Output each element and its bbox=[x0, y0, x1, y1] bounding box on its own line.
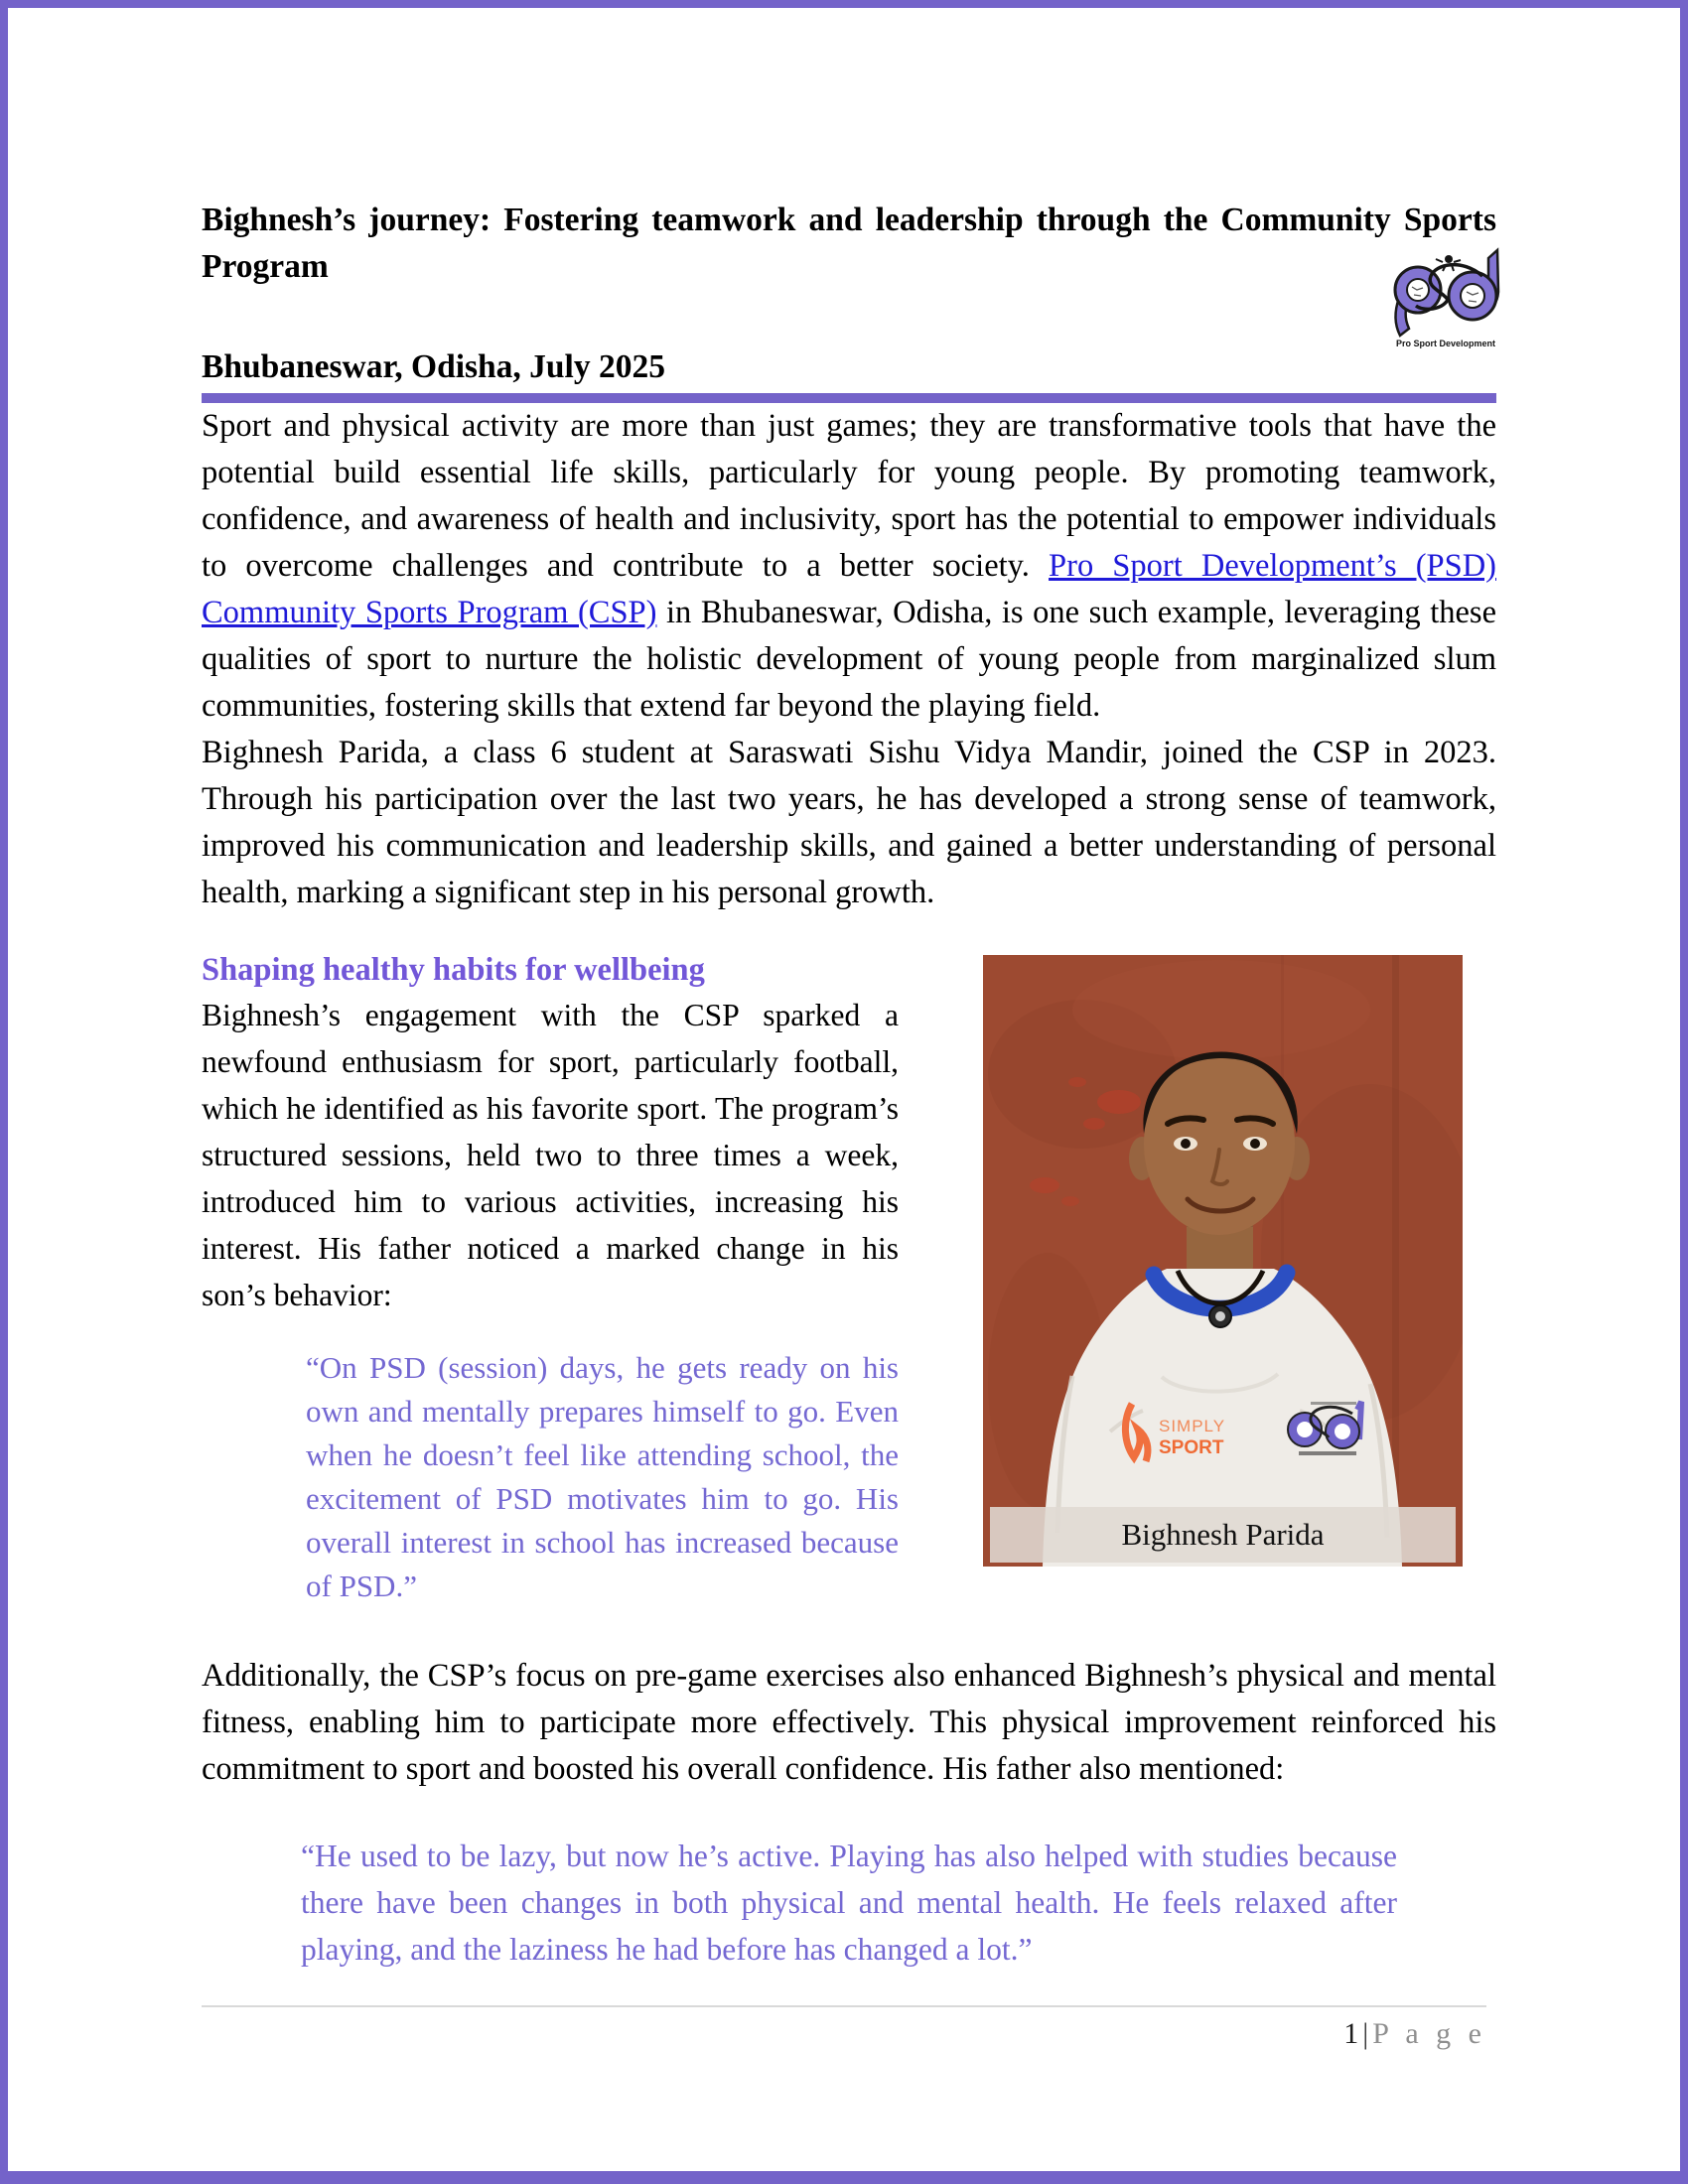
media-row bbox=[202, 948, 1496, 1608]
page-footer bbox=[202, 2005, 1486, 2051]
page-number: 1 bbox=[1343, 2017, 1359, 2050]
page-label: P a g e bbox=[1372, 2017, 1486, 2050]
bighnesh-photo bbox=[983, 955, 1463, 1567]
psd-logo-tagline: Pro Sport Development bbox=[1395, 339, 1496, 348]
csp-program-link[interactable]: Pro Sport Development’s (PSD) Community Sports Program (CSP) bbox=[202, 548, 1496, 630]
paragraph-intro bbox=[202, 403, 1496, 730]
shirt-logo-text-2: SPORT bbox=[1159, 1437, 1224, 1458]
intro-text-before: Sport and physical activity are more than just games; they are transformative tools that have the potential build essential life skills, particularly for young people. By promoting teamwork, confidence, and awareness of health and inclusivity, sport has the potential to empower individuals to overcome challenges and contribute to a better society. bbox=[202, 408, 1496, 584]
page-sheet bbox=[8, 8, 1680, 2171]
page-title: Bighnesh’s journey: Fostering teamwork and leadership through the Community Sports Program bbox=[202, 202, 1496, 285]
intro-text-after: in Bhubaneswar, Odisha, is one such example, leveraging these qualities of sport to nurture the holistic development of young people from marginalized slum communities, fostering skills that extend far beyond the playing field. bbox=[202, 595, 1496, 724]
page-number-separator: | bbox=[1362, 2017, 1369, 2050]
dateline: Bhubaneswar, Odisha, July 2025 bbox=[202, 348, 665, 385]
father-quote-2: “He used to be lazy, but now he’s active. Playing has also helped with studies because there have been changes in both physical and mental health. He feels relaxed after playing, and the laziness he had before has changed a lot.” bbox=[301, 1839, 1397, 1967]
photo-caption: Bighnesh Parida bbox=[990, 1507, 1456, 1563]
header-divider bbox=[202, 393, 1496, 403]
shirt-logo-text-1: SIMPLY bbox=[1159, 1417, 1226, 1435]
paragraph-additionally: Additionally, the CSP’s focus on pre-game exercises also enhanced Bighnesh’s physical and mental fitness, enabling him to participate more effectively. This physical improvement reinforced his commitment to sport and boosted his overall confidence. His father also mentioned: bbox=[202, 1658, 1496, 1787]
bighnesh-portrait-illustration bbox=[983, 955, 1463, 1567]
psd-logo bbox=[1386, 246, 1505, 351]
section-heading: Shaping healthy habits for wellbeing bbox=[202, 952, 705, 988]
paragraph-about: Bighnesh Parida, a class 6 student at Saraswati Sishu Vidya Mandir, joined the CSP in 2023. Through his participation over the last two years, he has developed a strong sense of teamwork, improved his communication and leadership skills, and gained a better understanding of personal health, marking a significant step in his personal growth. bbox=[202, 735, 1496, 910]
father-quote-1: “On PSD (session) days, he gets ready on his own and mentally prepares himself to go. Even when he doesn’t feel like attending school, the excitement of PSD motivates him to go. His overall interest in school has increased because of PSD.” bbox=[306, 1350, 899, 1603]
psd-logo-icon bbox=[1386, 246, 1505, 351]
paragraph-engagement: Bighnesh’s engagement with the CSP sparked a newfound enthusiasm for sport, particularly football, which he identified as his favorite sport. The program’s structured sessions, held two to three times a week, introduced him to various activities, increasing his interest. His father noticed a marked change in his son’s behavior: bbox=[202, 998, 899, 1312]
